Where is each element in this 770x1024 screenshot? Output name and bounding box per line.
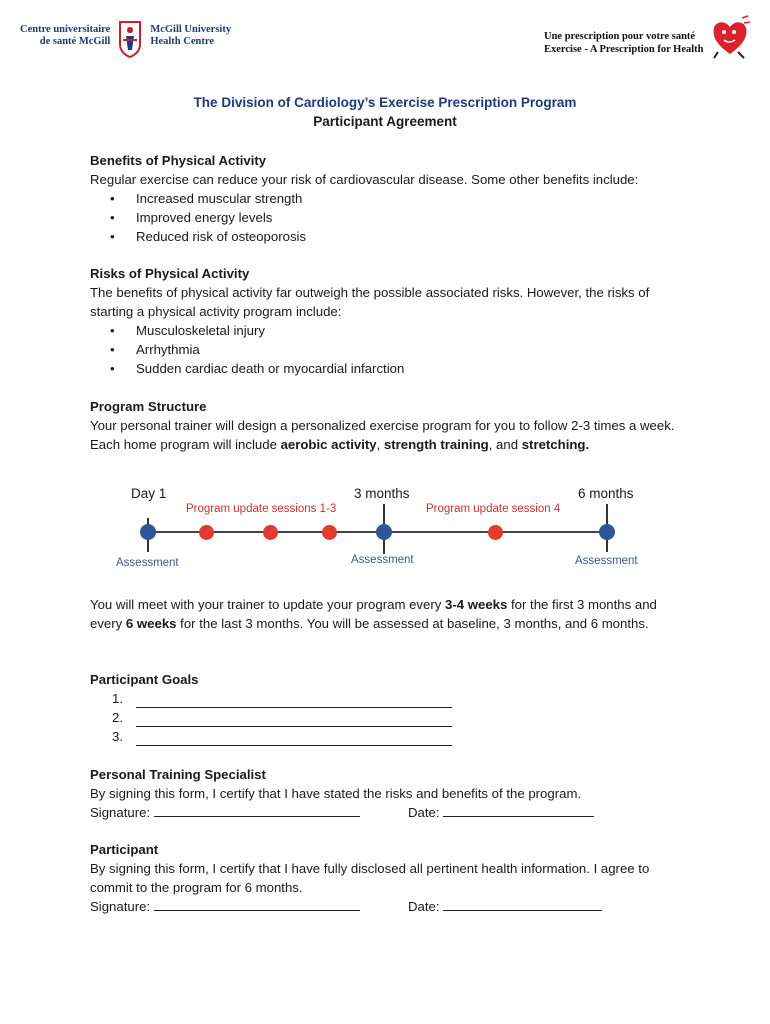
specialist-date-field[interactable] — [443, 804, 594, 817]
participant-text: By signing this form, I certify that I have fully disclosed all pertinent health information. I agree to commit to the program for 6 months. — [90, 861, 650, 895]
specialist-signature-field[interactable] — [154, 804, 360, 817]
milestone-dot-day1 — [140, 524, 156, 540]
list-item: • Increased muscular strength — [108, 189, 690, 208]
structure-section — [90, 397, 690, 454]
list-item: • Sudden cardiac death or myocardial infarction — [108, 359, 690, 378]
structure-text: Your personal trainer will design a personalized exercise program for you to follow 2-3 times a week. Each home program will include aerobic activity, strength training, and stretching. — [90, 418, 675, 452]
risks-intro: The benefits of physical activity far outweigh the possible associated risks. However, the risks of starting a physical activity program include: — [90, 285, 650, 319]
milestone-dot-6months — [599, 524, 615, 540]
goal-item[interactable]: 2. — [112, 708, 690, 727]
benefits-list — [108, 189, 690, 246]
update-dot-4 — [488, 525, 503, 540]
risks-list — [108, 321, 690, 378]
goals-heading: Participant Goals — [90, 672, 199, 687]
page-subtitle: Participant Agreement — [313, 114, 457, 129]
page-title: The Division of Cardiology’s Exercise Prescription Program — [193, 95, 577, 110]
update-dot-3 — [322, 525, 337, 540]
list-item: • Reduced risk of osteoporosis — [108, 227, 690, 246]
benefits-section — [90, 151, 690, 246]
risks-section — [90, 264, 690, 378]
participant-section — [90, 840, 690, 916]
specialist-section — [90, 765, 690, 822]
specialist-heading: Personal Training Specialist — [90, 767, 266, 782]
specialist-text: By signing this form, I certify that I have stated the risks and benefits of the program. — [90, 786, 582, 801]
structure-heading: Program Structure — [90, 399, 207, 414]
goal-item[interactable]: 1. — [112, 689, 690, 708]
schedule-paragraph: You will meet with your trainer to update your program every 3-4 weeks for the first 3 months and every 6 weeks for the last 3 months. You will be assessed at baseline, 3 months, and 6 months. — [90, 597, 657, 631]
benefits-intro: Regular exercise can reduce your risk of cardiovascular disease. Some other benefits include: — [90, 172, 639, 187]
milestone-label-3months: 3 months — [354, 486, 410, 501]
update-dot-2 — [263, 525, 278, 540]
specialist-signature-row — [90, 803, 690, 822]
list-item: • Arrhythmia — [108, 340, 690, 359]
list-item: • Musculoskeletal injury — [108, 321, 690, 340]
date-label: Date: — [408, 805, 440, 820]
goal-input-line[interactable] — [136, 713, 452, 727]
program-timeline — [100, 480, 660, 580]
logo-text-english: McGill University Health Centre — [150, 24, 232, 47]
participant-signature-row — [90, 897, 690, 916]
participant-date-field[interactable] — [443, 898, 602, 911]
milestone-dot-3months — [376, 524, 392, 540]
update-label-1-3: Program update sessions 1-3 — [186, 503, 337, 515]
goals-list — [112, 689, 690, 746]
milestone-label-6months: 6 months — [578, 486, 634, 501]
muhc-logo — [20, 24, 231, 58]
goal-input-line[interactable] — [136, 732, 452, 746]
risks-heading: Risks of Physical Activity — [90, 266, 250, 281]
logo-text-french: Centre universitaire de santé McGill — [20, 24, 111, 47]
participant-heading: Participant — [90, 842, 159, 857]
assessment-label-day1: Assessment — [116, 557, 179, 569]
milestone-label-day1: Day 1 — [131, 486, 167, 501]
participant-signature-field[interactable] — [154, 898, 360, 911]
signature-label: Signature: — [90, 805, 151, 820]
list-item: • Improved energy levels — [108, 208, 690, 227]
signature-label: Signature: — [90, 899, 151, 914]
goal-item[interactable]: 3. — [112, 727, 690, 746]
goals-section — [90, 670, 690, 746]
assessment-label-6months: Assessment — [575, 555, 638, 567]
crest-icon — [118, 20, 142, 58]
update-dot-1 — [199, 525, 214, 540]
running-heart-icon — [708, 14, 752, 60]
program-tagline: Une prescription pour votre santé Exercise - A Prescription for Health — [544, 31, 704, 55]
goal-input-line[interactable] — [136, 694, 452, 708]
update-label-4: Program update session 4 — [426, 503, 561, 515]
benefits-heading: Benefits of Physical Activity — [90, 153, 267, 168]
date-label: Date: — [408, 899, 440, 914]
assessment-label-3months: Assessment — [351, 554, 414, 566]
